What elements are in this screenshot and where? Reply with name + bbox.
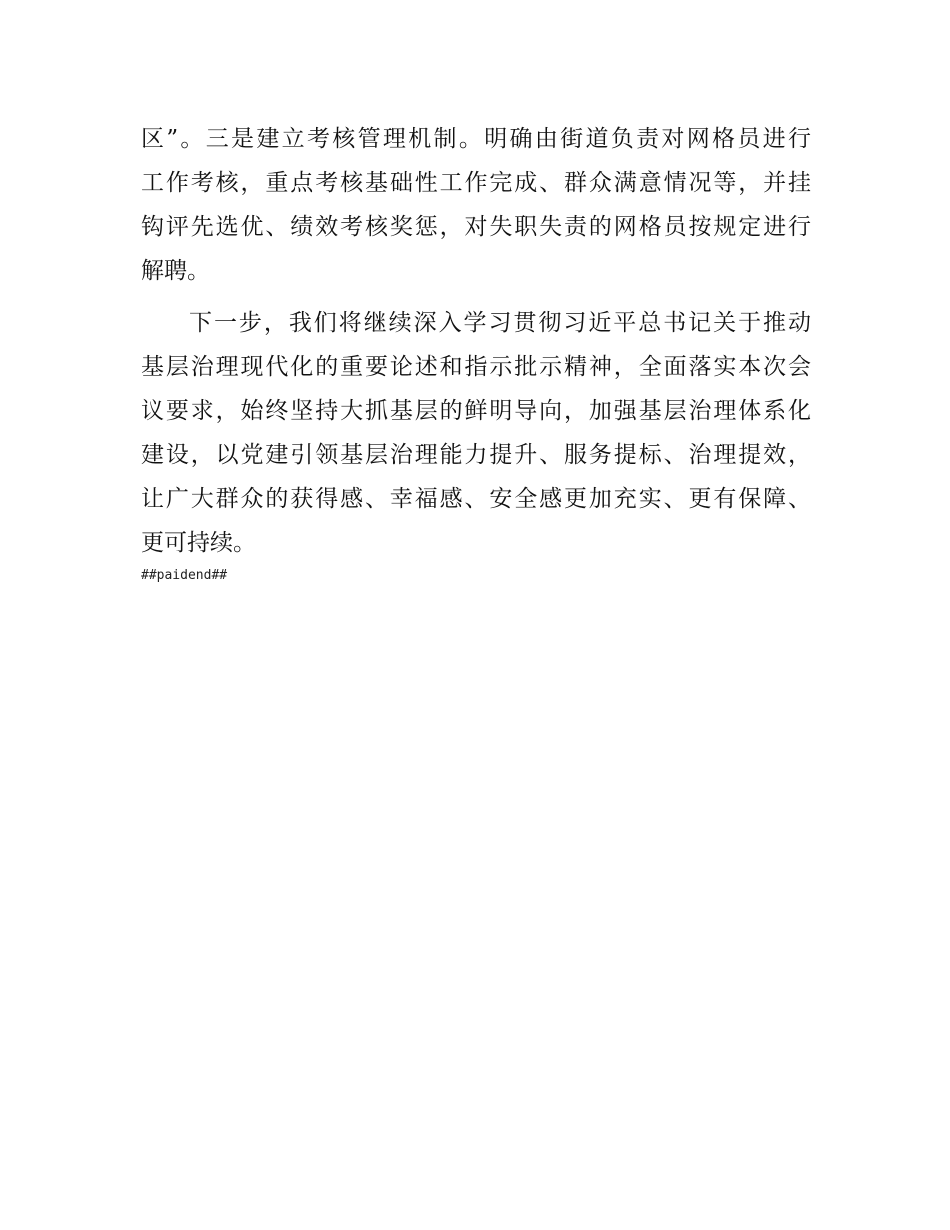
- paragraph-line: 基层治理现代化的重要论述和指示批示精神，全面落实本次会: [141, 354, 811, 380]
- paragraph-line: 钩评先选优、绩效考核奖惩，对失职失责的网格员按规定进行: [141, 214, 811, 240]
- document-body: [141, 117, 811, 565]
- paragraph-line: 工作考核，重点考核基础性工作完成、群众满意情况等，并挂: [141, 170, 811, 196]
- paragraph-2: [141, 301, 811, 565]
- paragraph-line: 区”。三是建立考核管理机制。明确由街道负责对网格员进行: [141, 126, 811, 152]
- paragraph-line: 让广大群众的获得感、幸福感、安全感更加充实、更有保障、: [141, 486, 811, 512]
- paragraph-line: 下一步，我们将继续深入学习贯彻习近平总书记关于推动: [189, 310, 811, 336]
- paragraph-line: 建设，以党建引领基层治理能力提升、服务提标、治理提效，: [141, 442, 811, 468]
- paragraph-spacer: [141, 293, 811, 301]
- paragraph-line: 议要求，始终坚持大抓基层的鲜明导向，加强基层治理体系化: [141, 398, 811, 424]
- paragraph-line: 解聘。: [141, 258, 210, 284]
- paragraph-1: [141, 117, 811, 293]
- paragraph-line: 更可持续。: [141, 530, 256, 556]
- end-marker: ##paidend##: [141, 568, 228, 583]
